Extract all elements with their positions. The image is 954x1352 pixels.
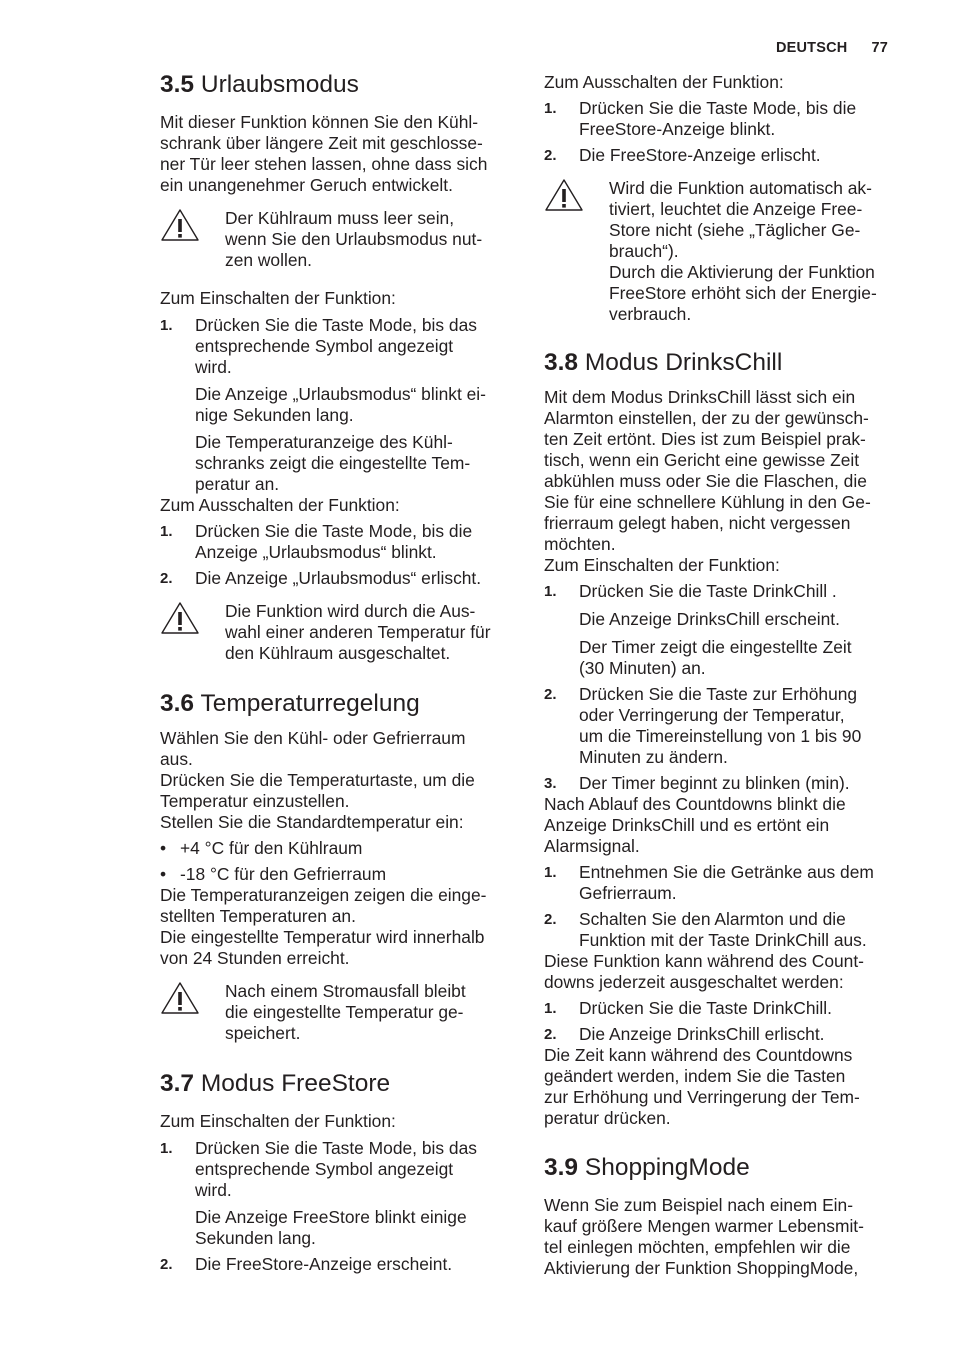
text-line: Drücken Sie die Taste zur Erhöhung — [579, 684, 858, 704]
text-line: Durch die Aktivierung der Funktion — [609, 262, 875, 282]
s37-warning — [544, 178, 900, 325]
text-line: speichert. — [225, 1023, 301, 1043]
text-line: Minuten zu ändern. — [579, 747, 728, 767]
s36-bullets — [160, 838, 516, 885]
text-line: Die FreeStore-Anzeige erscheint. — [195, 1254, 453, 1274]
s36-warning — [160, 981, 516, 1044]
s38-after — [544, 794, 900, 857]
warning-icon — [160, 601, 200, 635]
text-line: entsprechende Symbol angezeigt — [195, 336, 454, 356]
step-number: 1. — [544, 100, 557, 117]
s35-warning2 — [160, 601, 516, 664]
text-line: peratur drücken. — [544, 1108, 671, 1128]
bullet: • — [160, 838, 167, 858]
text-line: Diese Funktion kann während des Count- — [544, 951, 864, 971]
text-line: von 24 Stunden erreicht. — [160, 948, 350, 968]
text-line: Die Temperaturanzeigen zeigen die einge- — [160, 885, 487, 905]
text-line: Anzeige DrinksChill und es ertönt ein — [544, 815, 830, 835]
step-number: 1. — [544, 864, 557, 881]
section-number: 3.7 — [160, 1070, 195, 1097]
s38-off-steps — [544, 998, 900, 1045]
list-item — [544, 684, 900, 768]
left-column — [160, 70, 516, 1275]
step-text — [195, 1254, 516, 1275]
text-line: oder Verringerung der Temperatur, — [579, 705, 845, 725]
section-3-8-heading — [544, 348, 900, 378]
s35-off-steps — [160, 521, 516, 589]
list-item — [544, 1024, 900, 1045]
text-line: Wird die Funktion automatisch ak- — [609, 178, 872, 198]
s38-alarm-steps — [544, 862, 900, 951]
text-line: kauf größere Mengen warmer Lebensmit- — [544, 1216, 864, 1236]
section-number: 3.5 — [160, 71, 195, 98]
step-number: 2. — [544, 911, 557, 928]
list-item — [544, 98, 900, 140]
s38-off-text — [544, 951, 900, 993]
list-item — [160, 838, 516, 859]
list-item — [160, 521, 516, 563]
text-line: Die FreeStore-Anzeige erlischt. — [579, 145, 821, 165]
step-text — [579, 145, 900, 166]
step-text — [579, 998, 900, 1019]
text-line: Die eingestellte Temperatur wird innerhalb — [160, 927, 485, 947]
text-line: Nach Ablauf des Countdowns blinkt die — [544, 794, 846, 814]
s36-p2 — [160, 885, 516, 969]
step-number: 2. — [544, 147, 557, 164]
s38-on-label: Zum Einschalten der Funktion: — [544, 555, 780, 575]
text-line: Drücken Sie die Taste Mode, bis die — [195, 521, 473, 541]
text-line: tiviert, leuchtet die Anzeige Free- — [609, 199, 863, 219]
text-line: FreeStore erhöht sich der Energie- — [609, 283, 877, 303]
step-text — [195, 315, 516, 378]
text-line: Entnehmen Sie die Getränke aus dem — [579, 862, 874, 882]
text-line: tel einlegen möchten, empfehlen wir die — [544, 1237, 851, 1257]
text-line: geändert werden, indem Sie die Tasten — [544, 1066, 846, 1086]
step-number: 1. — [160, 317, 173, 334]
text-line: Die Anzeige DrinksChill erscheint. — [579, 609, 840, 629]
text-line: Sie für eine schnellere Kühlung in den Ge- — [544, 492, 871, 512]
s36-p1 — [160, 728, 516, 833]
list-item — [160, 1138, 516, 1201]
list-item — [544, 909, 900, 951]
s35-off-label: Zum Ausschalten der Funktion: — [160, 495, 400, 515]
text-line: zur Erhöhung und Verringerung der Tem- — [544, 1087, 860, 1107]
text-line: Aktivierung der Funktion ShoppingMode, — [544, 1258, 859, 1278]
page-number: 77 — [871, 40, 888, 56]
text-line: verbrauch. — [609, 304, 692, 324]
section-number: 3.8 — [544, 349, 579, 376]
text-line: Die Temperaturanzeige des Kühl- — [195, 432, 453, 452]
s39-intro — [544, 1195, 900, 1279]
warning-text — [609, 178, 900, 325]
text-line: Store nicht (siehe „Täglicher Ge- — [609, 220, 861, 240]
section-3-7-heading — [160, 1069, 516, 1099]
step-text — [579, 98, 900, 140]
text-line: wird. — [195, 1180, 232, 1200]
s38-end — [544, 1045, 900, 1129]
section-number: 3.6 — [160, 690, 195, 717]
warning-text — [225, 981, 516, 1044]
step-text — [195, 521, 516, 563]
s38-step1-note1 — [544, 609, 900, 630]
s38-on-steps — [544, 581, 900, 602]
list-item — [544, 862, 900, 904]
list-item — [160, 568, 516, 589]
text-line: Die Anzeige FreeStore blinkt einige — [195, 1207, 467, 1227]
section-number: 3.9 — [544, 1154, 579, 1181]
text-line: wenn Sie den Urlaubsmodus nut- — [225, 229, 483, 249]
list-item — [544, 773, 900, 794]
text-line: Mit dem Modus DrinksChill lässt sich ein — [544, 387, 856, 407]
step-number: 1. — [544, 1000, 557, 1017]
text-line: Sekunden lang. — [195, 1228, 316, 1248]
text-line: Anzeige „Urlaubsmodus“ blinkt. — [195, 542, 437, 562]
text-line: Die Anzeige „Urlaubsmodus“ blinkt ei- — [195, 384, 486, 404]
step-number: 1. — [544, 583, 557, 600]
list-item — [544, 581, 900, 602]
text-line: Stellen Sie die Standardtemperatur ein: — [160, 812, 464, 832]
text-line: Funktion mit der Taste DrinkChill aus. — [579, 930, 867, 950]
text-line: entsprechende Symbol angezeigt — [195, 1159, 454, 1179]
warning-text — [225, 601, 516, 664]
s35-warning — [160, 208, 516, 271]
step-number: 2. — [544, 686, 557, 703]
section-title: Modus DrinksChill — [584, 349, 783, 376]
step-number: 2. — [160, 1256, 173, 1273]
step-text — [579, 581, 900, 602]
step-text — [579, 862, 900, 904]
step-text — [579, 909, 900, 951]
text-line: nige Sekunden lang. — [195, 405, 354, 425]
s37-off-label: Zum Ausschalten der Funktion: — [544, 72, 784, 92]
text-line: Mit dieser Funktion können Sie den Kühl- — [160, 112, 479, 132]
text-line: den Kühlraum ausgeschaltet. — [225, 643, 451, 663]
s37-step1-note — [160, 1207, 516, 1249]
text-line: Drücken Sie die Temperaturtaste, um die — [160, 770, 475, 790]
text-line: Wenn Sie zum Beispiel nach einem Ein- — [544, 1195, 853, 1215]
step-number: 3. — [544, 775, 557, 792]
page-header — [776, 38, 888, 59]
text-line: Schalten Sie den Alarmton und die — [579, 909, 846, 929]
text-line: Drücken Sie die Taste Mode, bis die — [579, 98, 857, 118]
section-title: Urlaubsmodus — [200, 71, 359, 98]
text-line: Gefrierraum. — [579, 883, 677, 903]
text-line: schrank über längere Zeit mit geschlosse- — [160, 133, 483, 153]
s35-step1-note2 — [160, 432, 516, 495]
s37-on-steps — [160, 1138, 516, 1201]
s37-on-steps-2 — [160, 1254, 516, 1275]
s38-intro — [544, 387, 900, 555]
text-line: Drücken Sie die Taste DrinkChill . — [579, 581, 837, 601]
text-line: Der Timer beginnt zu blinken (min). — [579, 773, 850, 793]
text-line: Drücken Sie die Taste DrinkChill. — [579, 998, 832, 1018]
s35-on-label: Zum Einschalten der Funktion: — [160, 288, 396, 308]
s37-on-label: Zum Einschalten der Funktion: — [160, 1111, 396, 1131]
bullet-text: +4 °C für den Kühlraum — [180, 838, 363, 858]
text-line: Die Anzeige „Urlaubsmodus“ erlischt. — [195, 568, 482, 588]
step-text — [195, 568, 516, 589]
text-line: Drücken Sie die Taste Mode, bis das — [195, 1138, 477, 1158]
text-line: schranks zeigt die eingestellte Tem- — [195, 453, 471, 473]
text-line: ein unangenehmer Geruch entwickelt. — [160, 175, 453, 195]
section-title: ShoppingMode — [584, 1154, 750, 1181]
text-line: wahl einer anderen Temperatur für — [225, 622, 491, 642]
text-line: downs jederzeit ausgeschaltet werden: — [544, 972, 844, 992]
text-line: peratur an. — [195, 474, 280, 494]
s35-on-steps — [160, 315, 516, 378]
right-column — [544, 72, 900, 1279]
step-text — [195, 1138, 516, 1201]
s35-intro — [160, 112, 516, 196]
text-line: FreeStore-Anzeige blinkt. — [579, 119, 776, 139]
text-line: Alarmton einstellen, der zu der gewünsch- — [544, 408, 869, 428]
list-item — [160, 1254, 516, 1275]
step-text — [579, 1024, 900, 1045]
text-line: aus. — [160, 749, 193, 769]
warning-icon — [160, 208, 200, 242]
text-line: um die Timereinstellung von 1 bis 90 — [579, 726, 862, 746]
text-line: Temperatur einzustellen. — [160, 791, 350, 811]
header-language: DEUTSCH — [775, 40, 848, 56]
s37-off-steps — [544, 98, 900, 166]
text-line: ner Tür leer stehen lassen, ohne dass sich — [160, 154, 488, 174]
section-3-5-heading — [160, 70, 516, 100]
list-item — [160, 864, 516, 885]
text-line: (30 Minuten) an. — [579, 658, 706, 678]
list-item — [544, 998, 900, 1019]
text-line: Der Timer zeigt die eingestellte Zeit — [579, 637, 852, 657]
text-line: die eingestellte Temperatur ge- — [225, 1002, 464, 1022]
section-title: Temperaturregelung — [200, 690, 420, 717]
section-title: Modus FreeStore — [200, 1070, 391, 1097]
step-number: 1. — [160, 1140, 173, 1157]
text-line: ten Zeit ertönt. Dies ist zum Beispiel prak- — [544, 429, 866, 449]
text-line: möchten. — [544, 534, 616, 554]
bullet: • — [160, 864, 167, 884]
text-line: Der Kühlraum muss leer sein, — [225, 208, 455, 228]
step-text — [579, 773, 900, 794]
text-line: Alarmsignal. — [544, 836, 640, 856]
text-line: frierraum gelegt haben, nicht vergessen — [544, 513, 851, 533]
step-number: 2. — [160, 570, 173, 587]
s38-on-steps-2 — [544, 684, 900, 794]
step-text — [579, 684, 900, 768]
text-line: Die Anzeige DrinksChill erlischt. — [579, 1024, 825, 1044]
text-line: wird. — [195, 357, 232, 377]
s38-step1-note2 — [544, 637, 900, 679]
step-number: 1. — [160, 523, 173, 540]
warning-icon — [544, 178, 584, 212]
warning-text — [225, 208, 516, 271]
text-line: Drücken Sie die Taste Mode, bis das — [195, 315, 477, 335]
text-line: zen wollen. — [225, 250, 313, 270]
warning-icon — [160, 981, 200, 1015]
step-number: 2. — [544, 1026, 557, 1043]
text-line: tisch, wenn ein Gericht eine gewisse Zeit — [544, 450, 860, 470]
text-line: brauch“). — [609, 241, 679, 261]
text-line: Die Funktion wird durch die Aus- — [225, 601, 476, 621]
list-item — [160, 315, 516, 378]
section-3-6-heading — [160, 689, 516, 719]
text-line: Nach einem Stromausfall bleibt — [225, 981, 466, 1001]
section-3-9-heading — [544, 1153, 900, 1183]
s35-step1-note1 — [160, 384, 516, 426]
text-line: Wählen Sie den Kühl- oder Gefrierraum — [160, 728, 466, 748]
text-line: abkühlen muss oder Sie die Flaschen, die — [544, 471, 867, 491]
bullet-text: -18 °C für den Gefrierraum — [180, 864, 387, 884]
text-line: stellten Temperaturen an. — [160, 906, 356, 926]
text-line: Die Zeit kann während des Countdowns — [544, 1045, 853, 1065]
list-item — [544, 145, 900, 166]
